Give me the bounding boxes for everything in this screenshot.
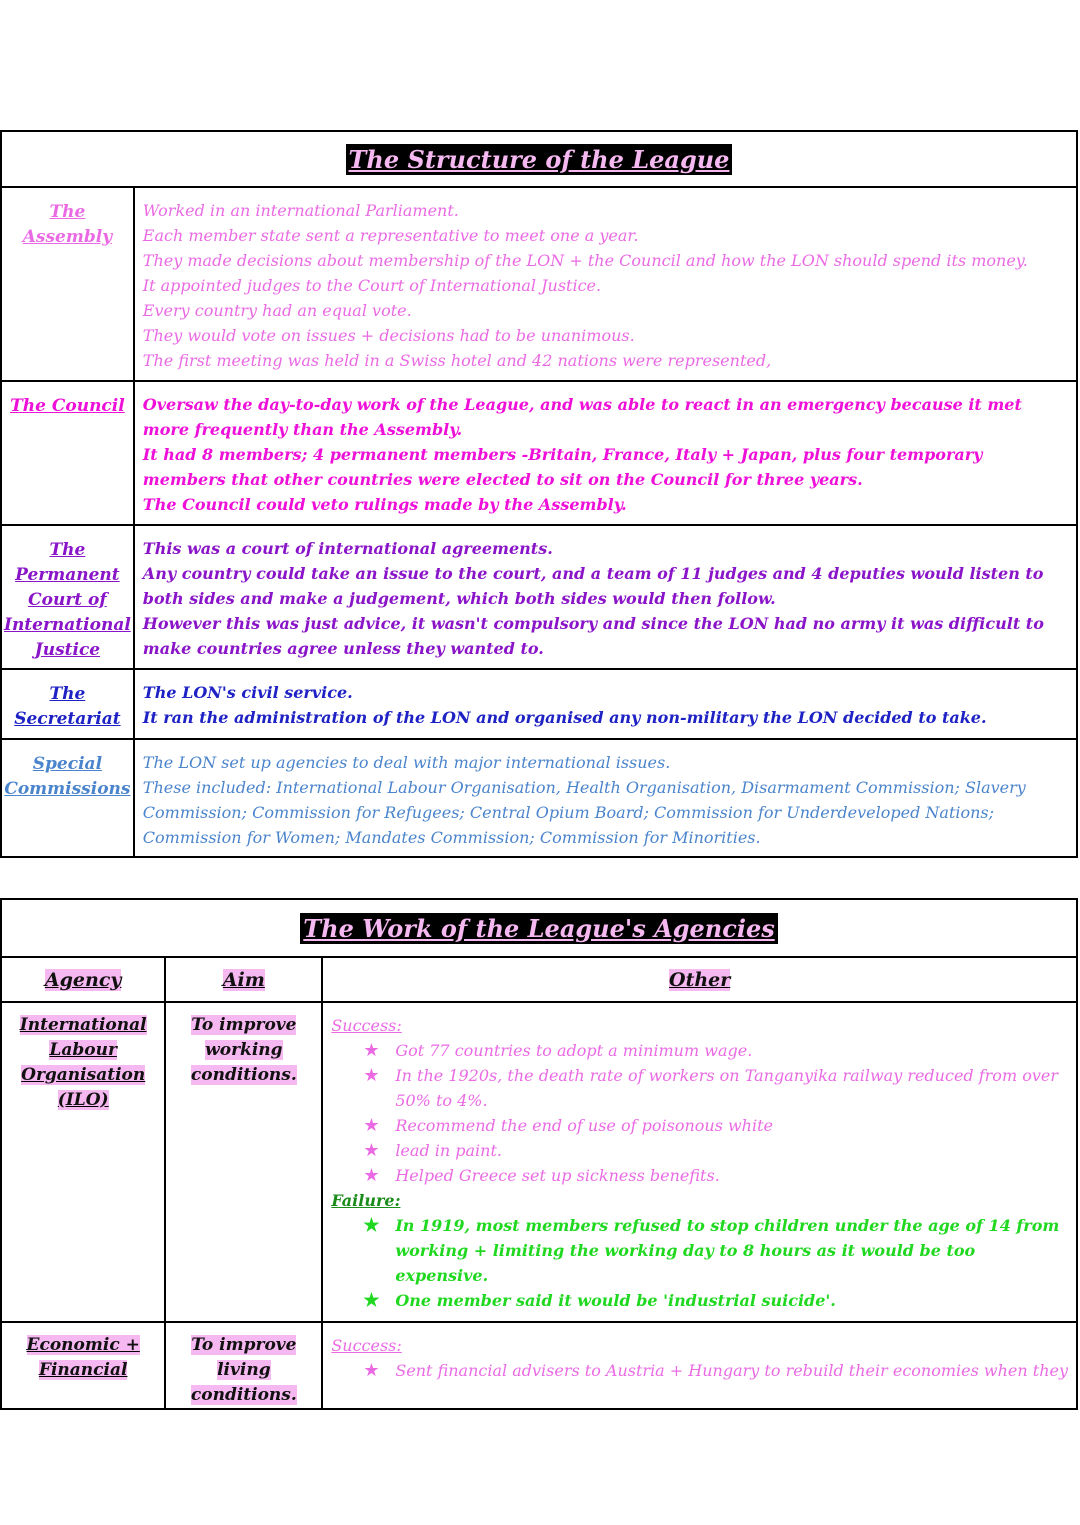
text-line: They made decisions about membership of the LON + the Council and how the LON should spend its money. xyxy=(142,251,1028,270)
other-cell xyxy=(322,1002,1077,1322)
header-aim-cell xyxy=(165,957,322,1002)
agencies-title: The Work of the League's Agencies xyxy=(300,913,777,944)
agencies-table xyxy=(0,898,1078,1410)
table-row xyxy=(1,381,1077,525)
council-text xyxy=(134,381,1077,525)
header-aim: Aim xyxy=(222,968,265,991)
table-row xyxy=(1,669,1077,739)
text-line: These included: International Labour Organisation, Health Organisation, Disarmament Commission; Slavery Commission; Commission for Refugees; Central Opium Board; Commission for Underdeveloped Nations; Commission for Women; Mandates Commission; Commission for Minorities. xyxy=(142,778,1026,847)
text-line: It had 8 members; 4 permanent members -Britain, France, Italy + Japan, plus four temporary members that other countries were elected to sit on the Council for three years. xyxy=(142,445,983,489)
list-item-text: Sent financial advisers to Austria + Hungary to rebuild their economies when they xyxy=(395,1361,1068,1380)
aim-text: To improve working conditions. xyxy=(190,1015,297,1085)
agency-name: Economic + Financial xyxy=(26,1335,140,1380)
list-item-text: Got 77 countries to adopt a minimum wage. xyxy=(395,1041,753,1060)
header-row xyxy=(1,957,1077,1002)
row-label-assembly: The Assembly xyxy=(1,187,134,381)
text-line: This was a court of international agreements. xyxy=(142,539,553,558)
list-item xyxy=(331,1138,1068,1163)
agency-name: International Labour Organisation (ILO) xyxy=(19,1015,147,1110)
list-item-text: One member said it would be 'industrial suicide'. xyxy=(395,1291,836,1310)
row-label-court: The Permanent Court of International Justice xyxy=(1,525,134,669)
aim-cell xyxy=(165,1002,322,1322)
text-line: Each member state sent a representative to meet one a year. xyxy=(142,226,639,245)
text-line: It ran the administration of the LON and organised any non-military the LON decided to take. xyxy=(142,708,987,727)
structure-title-cell xyxy=(1,131,1077,187)
star-icon: ★ xyxy=(363,1065,380,1086)
star-icon: ★ xyxy=(363,1140,380,1161)
list-item xyxy=(331,1163,1068,1188)
star-icon: ★ xyxy=(363,1360,380,1381)
agencies-title-cell xyxy=(1,899,1077,957)
list-item-text: In 1919, most members refused to stop children under the age of 14 from working + limiting the working day to 8 hours as it would be too expensive. xyxy=(395,1216,1060,1285)
text-line: Worked in an international Parliament. xyxy=(142,201,459,220)
list-item xyxy=(331,1038,1068,1063)
table-row xyxy=(1,1322,1077,1409)
agency-cell xyxy=(1,1002,165,1322)
list-item xyxy=(331,1213,1068,1288)
text-line: Any country could take an issue to the court, and a team of 11 judges and 4 deputies would listen to both sides and make a judgement, which both sides would then follow. xyxy=(142,564,1044,608)
star-icon: ★ xyxy=(363,1040,380,1061)
text-line: The LON's civil service. xyxy=(142,683,353,702)
text-line: Every country had an equal vote. xyxy=(142,301,412,320)
header-other-cell xyxy=(322,957,1077,1002)
list-item-text: Helped Greece set up sickness benefits. xyxy=(395,1166,720,1185)
list-item-text: Recommend the end of use of poisonous white xyxy=(395,1116,773,1135)
header-agency: Agency xyxy=(44,968,122,991)
text-line: However this was just advice, it wasn't compulsory and since the LON had no army it was difficult to make countries agree unless they wanted to. xyxy=(142,614,1044,658)
secretariat-text xyxy=(134,669,1077,739)
agency-cell xyxy=(1,1322,165,1409)
list-item xyxy=(331,1113,1068,1138)
text-line: The Council could veto rulings made by the Assembly. xyxy=(142,495,627,514)
text-line: The first meeting was held in a Swiss hotel and 42 nations were represented, xyxy=(142,351,772,370)
text-line: It appointed judges to the Court of International Justice. xyxy=(142,276,602,295)
star-icon: ★ xyxy=(363,1165,380,1186)
success-label: Success: xyxy=(331,1016,402,1035)
aim-cell xyxy=(165,1322,322,1409)
header-other: Other xyxy=(669,968,731,991)
other-cell xyxy=(322,1322,1077,1409)
special-text xyxy=(134,739,1077,857)
star-icon: ★ xyxy=(363,1215,380,1236)
star-icon: ★ xyxy=(363,1290,380,1311)
aim-text: To improve living conditions. xyxy=(190,1335,297,1405)
text-line: They would vote on issues + decisions had to be unanimous. xyxy=(142,326,635,345)
list-item-text: In the 1920s, the death rate of workers on Tanganyika railway reduced from over 50% to 4%. xyxy=(395,1066,1058,1110)
text-line: Oversaw the day-to-day work of the League, and was able to react in an emergency because it met more frequently than the Assembly. xyxy=(142,395,1022,439)
failure-label: Failure: xyxy=(331,1191,401,1210)
list-item xyxy=(331,1288,1068,1313)
assembly-text xyxy=(134,187,1077,381)
table-row xyxy=(1,739,1077,857)
court-text xyxy=(134,525,1077,669)
list-item xyxy=(331,1358,1068,1383)
row-label-special: Special Commissions xyxy=(1,739,134,857)
star-icon: ★ xyxy=(363,1115,380,1136)
row-label-secretariat: The Secretariat xyxy=(1,669,134,739)
list-item xyxy=(331,1063,1068,1113)
row-label-council: The Council xyxy=(1,381,134,525)
structure-table xyxy=(0,130,1078,858)
table-row xyxy=(1,187,1077,381)
text-line: The LON set up agencies to deal with major international issues. xyxy=(142,753,671,772)
success-label: Success: xyxy=(331,1336,402,1355)
table-row xyxy=(1,1002,1077,1322)
header-agency-cell xyxy=(1,957,165,1002)
structure-title: The Structure of the League xyxy=(346,144,733,175)
list-item-text: lead in paint. xyxy=(395,1141,502,1160)
table-row xyxy=(1,525,1077,669)
